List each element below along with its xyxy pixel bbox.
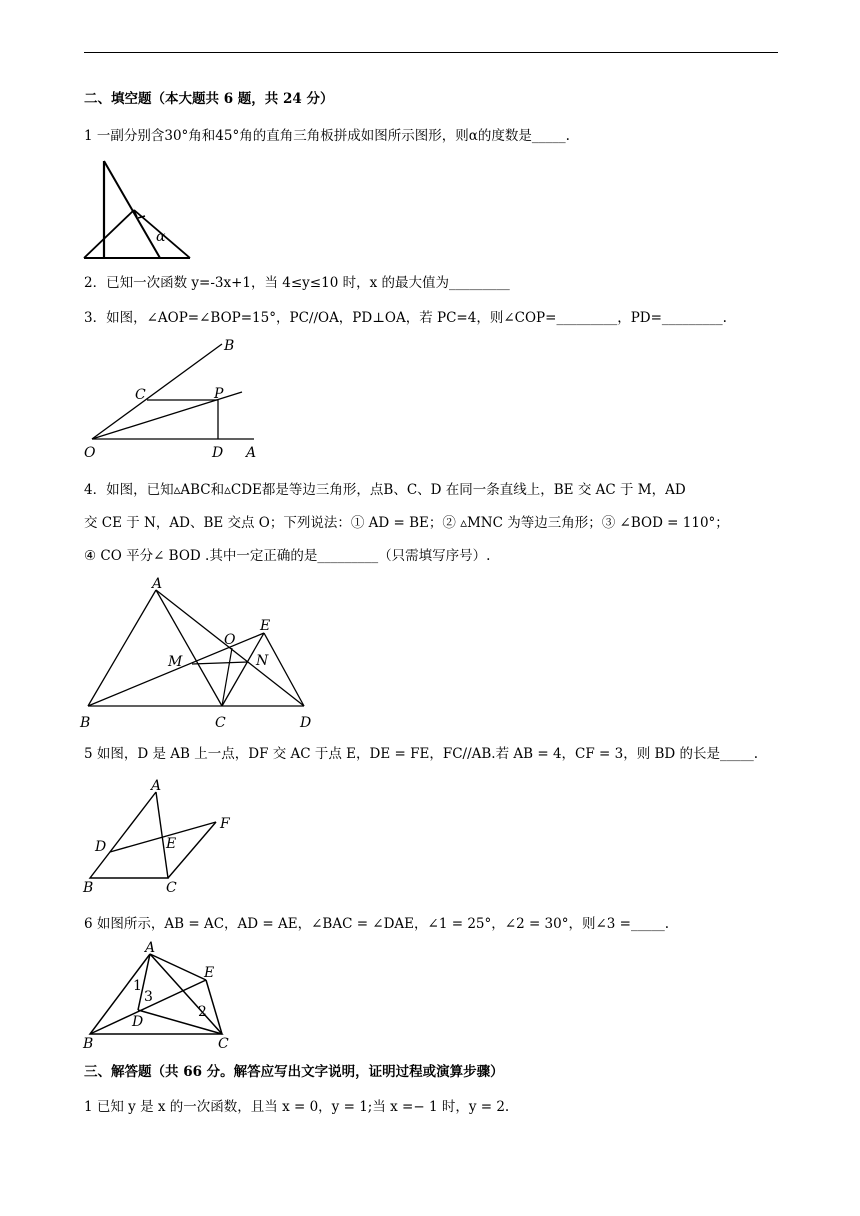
label-angle-3: 3 [144, 989, 153, 1005]
label-M: M [168, 654, 183, 670]
question-1-figure [82, 158, 194, 264]
label-N: N [256, 653, 269, 669]
question-2-text: 2．已知一次函数 y=-3x+1，当 4≤y≤10 时，x 的最大值为_________ [84, 275, 510, 291]
label-F: F [220, 816, 230, 832]
question-3-text: 3．如图，∠AOP=∠BOP=15°，PC∕∕OA，PD⊥OA，若 PC=4，则∠COP=_________，PD=_________. [84, 310, 727, 326]
label-D: D [300, 715, 312, 731]
label-P: P [214, 386, 224, 402]
question-1-text: 1 一副分别含30°角和45°角的直角三角板拼成如图所示图形，则α的度数是_____. [84, 128, 570, 144]
label-C: C [135, 387, 146, 403]
question-3-figure [82, 336, 272, 462]
label-E: E [260, 618, 271, 634]
label-C: C [166, 880, 177, 896]
label-B: B [224, 338, 235, 354]
label-B: B [83, 1036, 94, 1052]
question-6-figure [80, 940, 240, 1052]
question-4-line-2: 交 CE 于 N，AD、BE 交点 O；下列说法：① AD = BE；② ▵MNC 为等边三角形；③ ∠BOD = 110°； [84, 515, 729, 531]
label-D: D [132, 1014, 144, 1030]
section-heading-fill-in: 二、填空题（本大题共 6 题，共 24 分） [84, 91, 334, 107]
label-O: O [224, 632, 236, 648]
label-A: A [152, 576, 163, 592]
label-D: D [212, 445, 224, 461]
question-4-line-3: ④ CO 平分∠ BOD .其中一定正确的是_________（只需填写序号）. [84, 548, 491, 564]
label-D: D [95, 839, 107, 855]
label-A: A [151, 778, 162, 794]
label-B: B [80, 715, 91, 731]
label-E: E [166, 836, 177, 852]
label-A: A [246, 445, 257, 461]
label-angle-1: 1 [133, 978, 142, 994]
label-C: C [215, 715, 226, 731]
question-5-figure [80, 778, 240, 898]
header-rule [84, 52, 778, 53]
label-angle-2: 2 [198, 1004, 207, 1020]
section-3-question-1-text: 1 已知 y 是 x 的一次函数，且当 x = 0，y = 1;当 x =− 1 时，y = 2. [84, 1099, 510, 1115]
section-heading-solutions: 三、解答题（共 66 分。解答应写出文字说明，证明过程或演算步骤） [84, 1064, 504, 1080]
label-C: C [218, 1036, 229, 1052]
alpha-label: α [156, 229, 166, 245]
question-5-text: 5 如图，D 是 AB 上一点，DF 交 AC 于点 E，DE = FE，FC//AB.若 AB = 4，CF = 3，则 BD 的长是_____. [84, 746, 759, 762]
label-E: E [204, 965, 215, 981]
label-B: B [83, 880, 94, 896]
question-6-text: 6 如图所示，AB = AC，AD = AE，∠BAC = ∠DAE，∠1 = 25°，∠2 = 30°，则∠3 =_____. [84, 916, 670, 932]
label-A: A [145, 940, 156, 956]
question-4-figure [78, 576, 328, 732]
label-O: O [84, 445, 96, 461]
question-4-line-1: 4．如图，已知▵ABC和▵CDE都是等边三角形，点B、C、D 在同一条直线上，BE 交 AC 于 M，AD [84, 482, 686, 498]
